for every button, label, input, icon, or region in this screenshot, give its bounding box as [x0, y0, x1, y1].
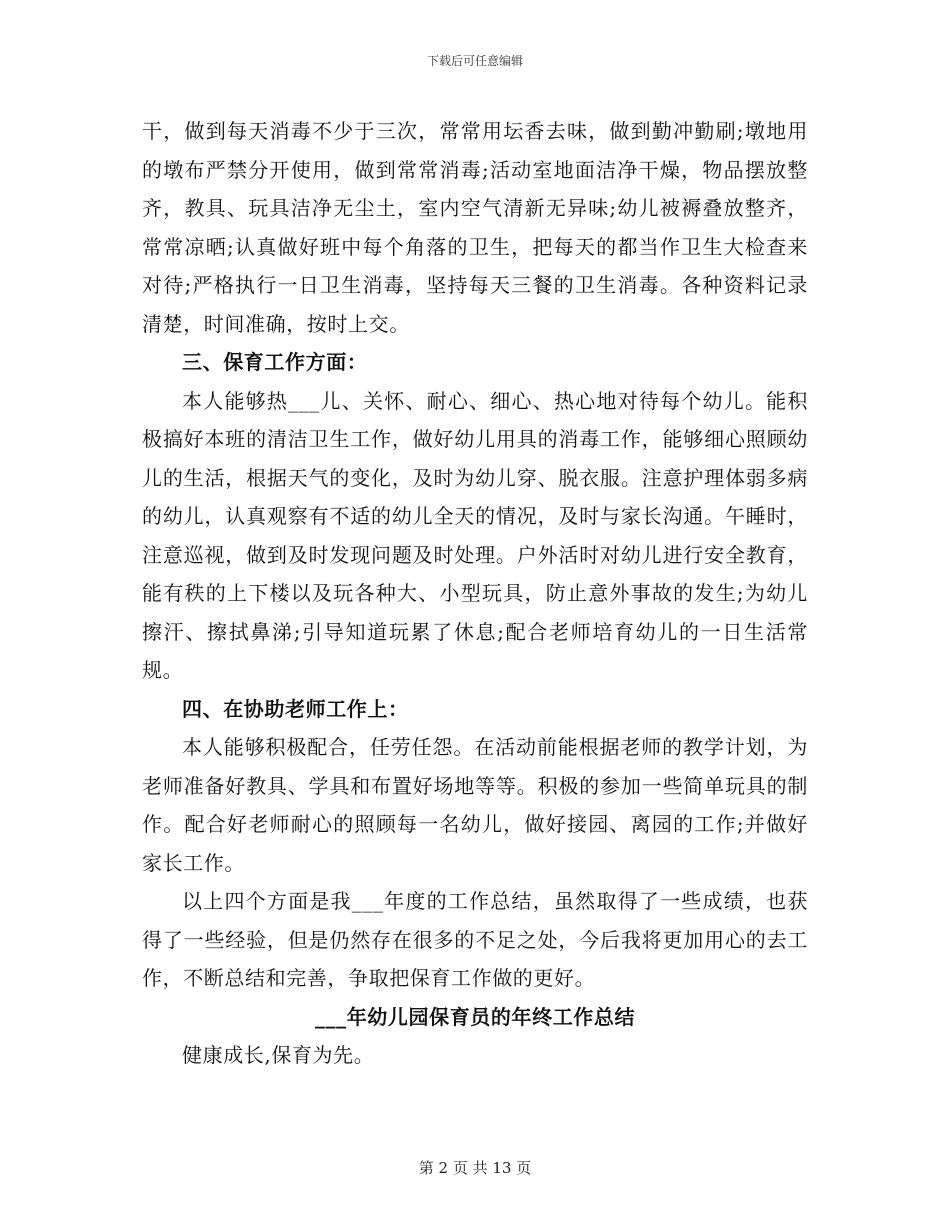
- paragraph-summary: 以上四个方面是我___年度的工作总结，虽然取得了一些成绩，也获得了一些经验，但是仍然存在很多的不足之处，今后我将更加用心的去工作，不断总结和完善，争取把保育工作做的更好。: [142, 889, 808, 990]
- section-heading-childcare: 三、保育工作方面：: [182, 350, 368, 374]
- paragraph-opening: 健康成长,保育为先。: [182, 1043, 375, 1067]
- document-body: [142, 112, 808, 1075]
- page-number-footer: 第 2 页 共 13 页: [418, 1159, 532, 1177]
- paragraph-childcare: 本人能够热___儿、关怀、耐心、细心、热心地对待每个幼儿。能积极搞好本班的清洁卫生工作，做好幼儿用具的消毒工作，能够细心照顾幼儿的生活，根据天气的变化，及时为幼儿穿、脱衣服。注意护理体弱多病的幼儿，认真观察有不适的幼儿全天的情况，及时与家长沟通。午睡时，注意巡视，做到及时发现问题及时处理。户外活时对幼儿进行安全教育，能有秩的上下楼以及玩各种大、小型玩具，防止意外事故的发生;为幼儿擦汗、擦拭鼻涕;引导知道玩累了休息;配合老师培育幼儿的一日生活常规。: [142, 388, 808, 682]
- section-heading-assist-teacher: 四、在协助老师工作上：: [182, 696, 409, 721]
- paragraph-assist-teacher: 本人能够积极配合，任劳任怨。在活动前能根据老师的教学计划，为老师准备好教具、学具和布置好场地等等。积极的参加一些简单玩具的制作。配合好老师耐心的照顾每一名幼儿，做好接园、离园的工作;并做好家长工作。: [142, 735, 808, 875]
- document-title-second: ___年幼儿园保育员的年终工作总结: [314, 1004, 636, 1029]
- paragraph-hygiene-continued: 干，做到每天消毒不少于三次，常常用坛香去味，做到勤冲勤刷;墩地用的墩布严禁分开使用，做到常常消毒;活动室地面洁净干燥，物品摆放整齐，教具、玩具洁净无尘土，室内空气清新无异味;幼儿被褥叠放整齐，常常凉晒;认真做好班中每个角落的卫生，把每天的都当作卫生大检查来对待;严格执行一日卫生消毒，坚持每天三餐的卫生消毒。各种资料记录清楚，时间准确，按时上交。: [142, 119, 809, 336]
- page-header: 下载后可任意编辑: [426, 54, 523, 68]
